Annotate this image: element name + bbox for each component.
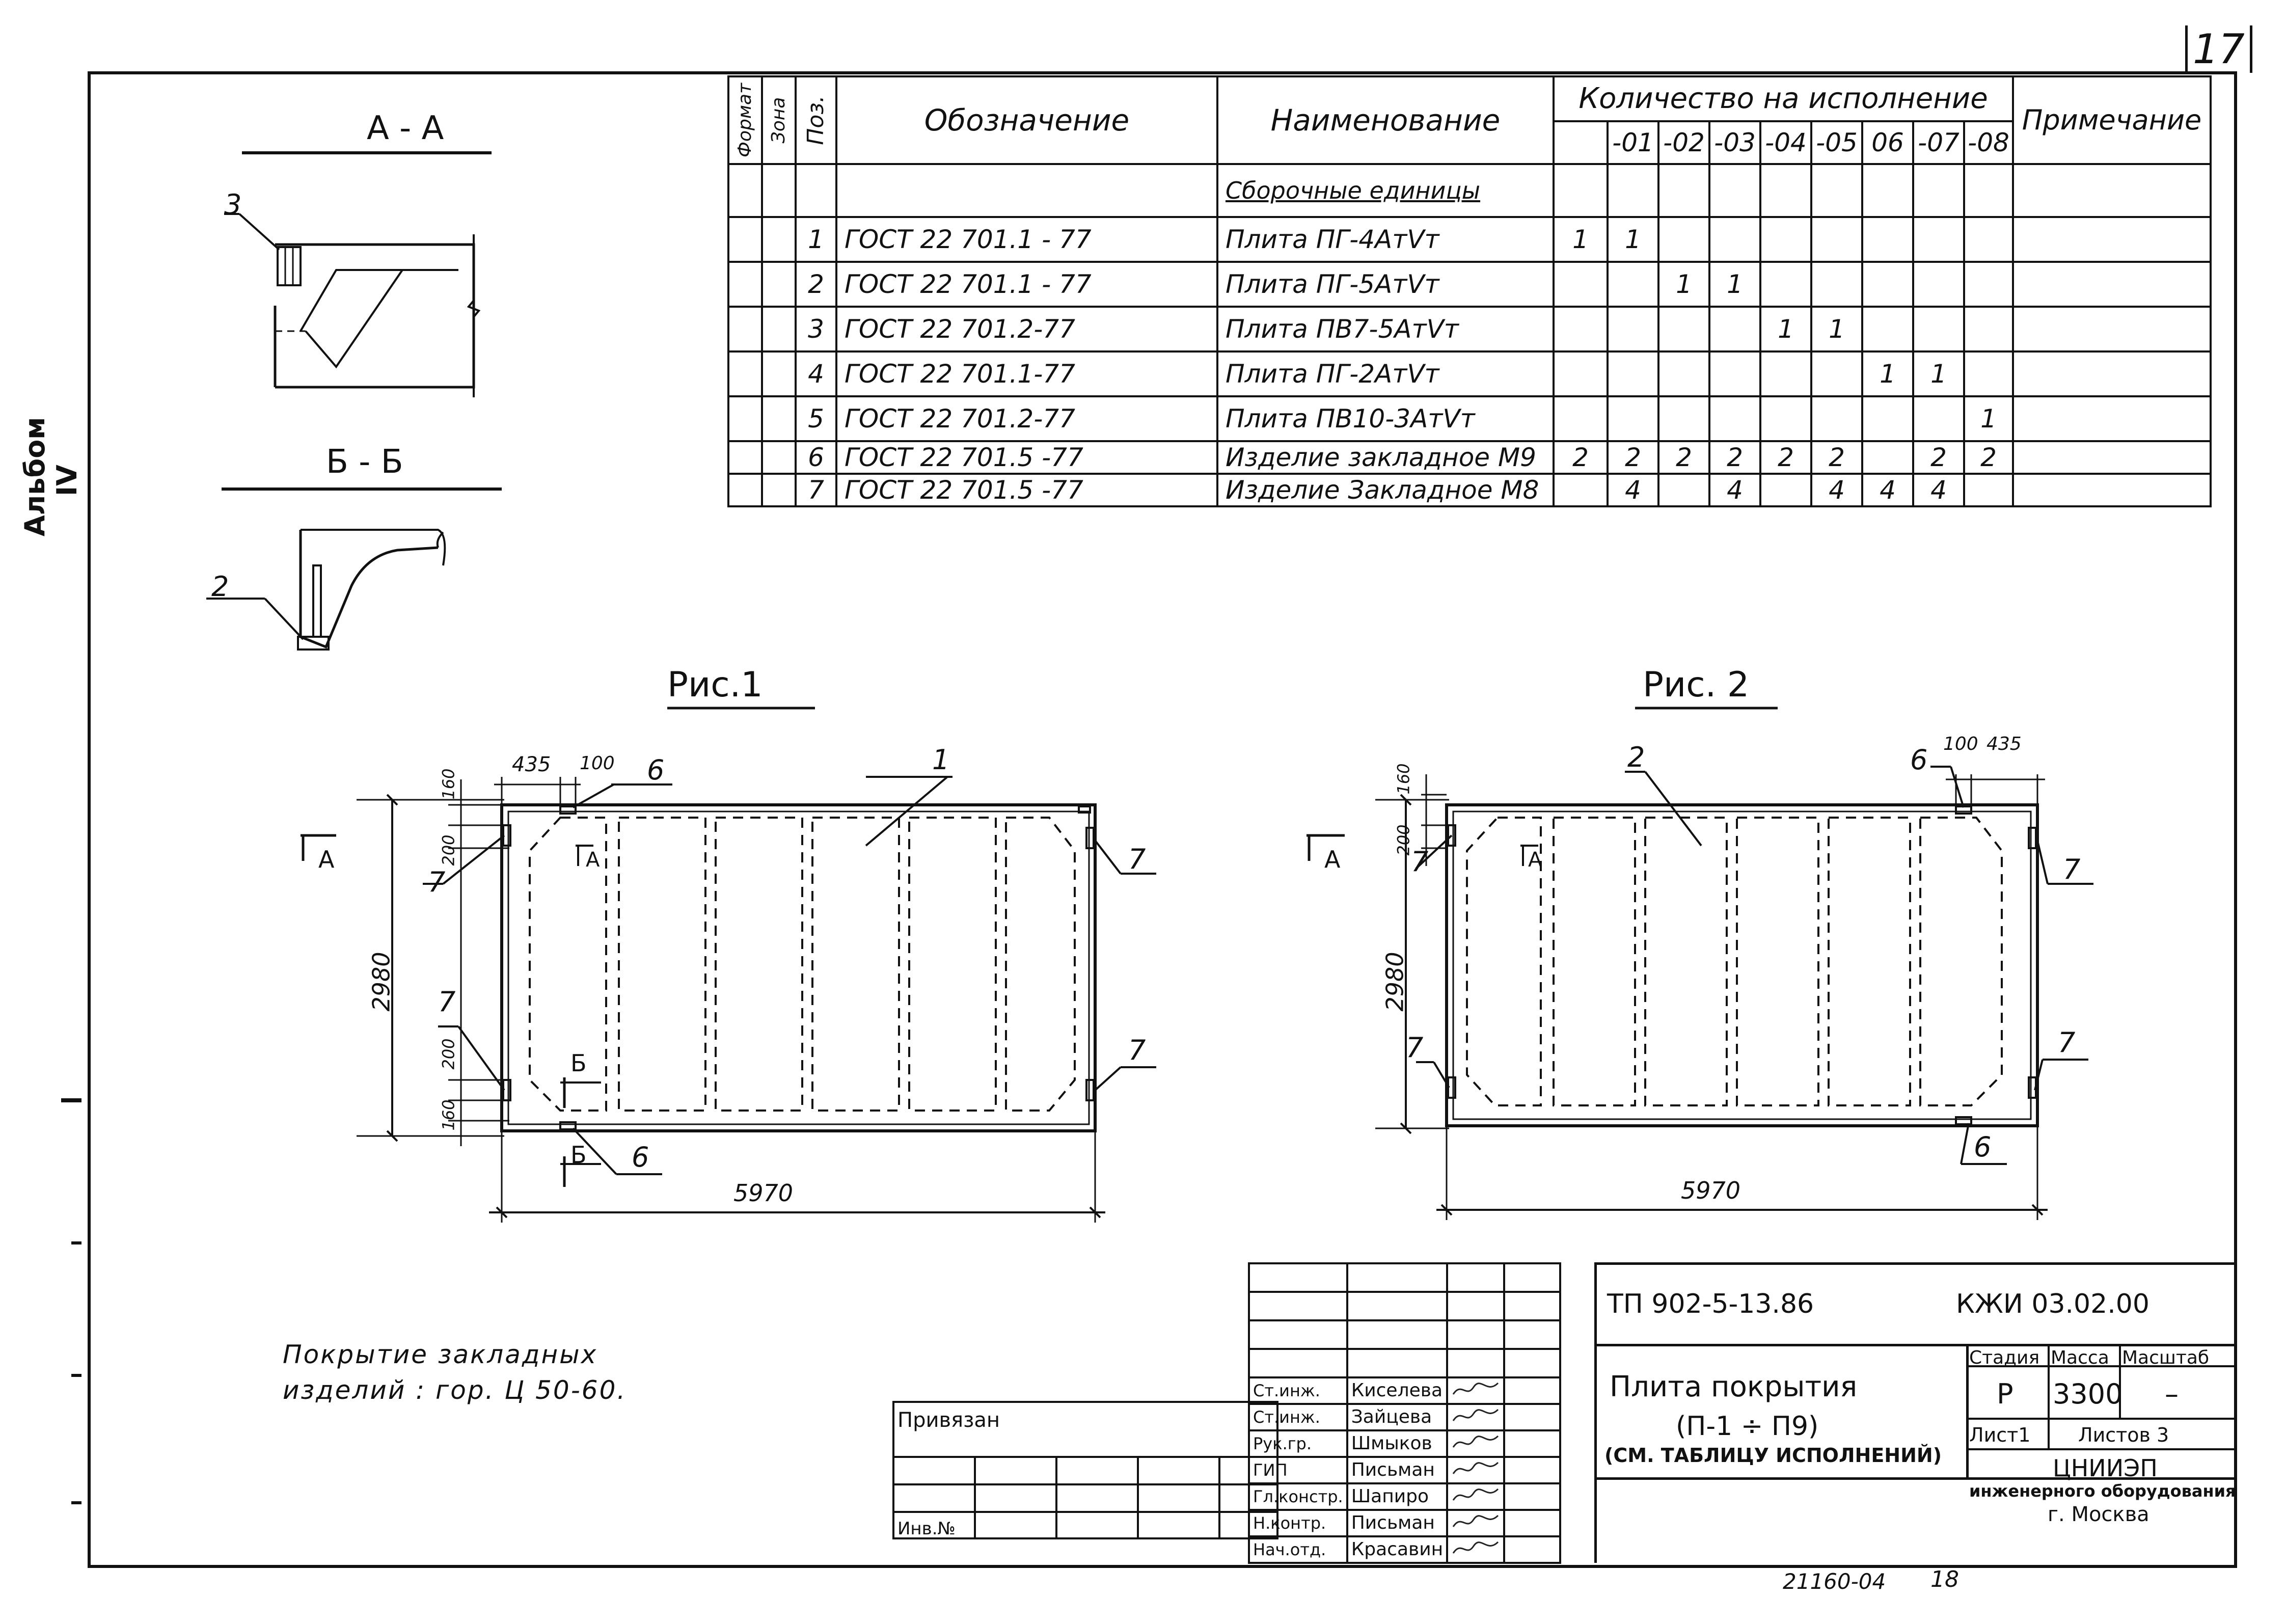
album-label: Альбом IV bbox=[19, 417, 83, 536]
fig1-section-a-left: А bbox=[318, 846, 335, 873]
scale-label: Масштаб bbox=[2122, 1347, 2210, 1368]
header-name: Наименование bbox=[1217, 76, 1554, 164]
staff-signature bbox=[1447, 1510, 1504, 1536]
fig1-dim-435: 435 bbox=[512, 753, 551, 776]
binding-block bbox=[892, 1401, 1278, 1539]
variant-header: -03 bbox=[1709, 121, 1760, 164]
section-aa-callout: 3 bbox=[224, 188, 242, 221]
fig2-title: Рис. 2 bbox=[1643, 665, 1750, 705]
row-designation: ГОСТ 22 701.1-77 bbox=[836, 351, 1217, 396]
org-subtitle: инженерного оборудования bbox=[1969, 1481, 2236, 1501]
header-note: Примечание bbox=[2013, 76, 2211, 164]
drawing-title-line3: (СМ. ТАБЛИЦУ ИСПОЛНЕНИЙ) bbox=[1604, 1444, 1942, 1467]
fig2-label-7-tr: 7 bbox=[2063, 853, 2081, 885]
fig2-dim-100: 100 bbox=[1943, 734, 1978, 754]
row-qty: 1 bbox=[1811, 307, 1862, 351]
row-qty: 4 bbox=[1709, 474, 1760, 506]
fig2-dim-200: 200 bbox=[1394, 824, 1413, 856]
row-name: Плита ПВ7-5АтVт bbox=[1217, 307, 1554, 351]
row-qty: 2 bbox=[1554, 441, 1608, 474]
row-qty: 1 bbox=[1862, 351, 1913, 396]
section-title: Сборочные единицы bbox=[1217, 164, 1554, 217]
fig1-section-a-inner: А bbox=[586, 848, 600, 872]
fig1-section-b-upper: Б bbox=[570, 1049, 587, 1077]
fig1-dim-height: 2980 bbox=[367, 952, 395, 1012]
staff-role: Ст.инж. bbox=[1249, 1377, 1347, 1404]
fig1-dim-160-bottom: 160 bbox=[439, 1099, 458, 1131]
staff-role: Гл.констр. bbox=[1249, 1483, 1347, 1510]
org-city: г. Москва bbox=[2048, 1503, 2149, 1526]
row-designation: ГОСТ 22 701.1 - 77 bbox=[836, 217, 1217, 262]
row-qty: 1 bbox=[1709, 262, 1760, 307]
staff-name: Шапиро bbox=[1347, 1483, 1447, 1510]
staff-role: ГИП bbox=[1249, 1457, 1347, 1483]
fig1-dim-width: 5970 bbox=[733, 1179, 794, 1207]
row-designation: ГОСТ 22 701.2-77 bbox=[836, 307, 1217, 351]
stamp-grid bbox=[1248, 1262, 1561, 1564]
staff-row bbox=[1249, 1404, 1560, 1430]
section-aa-title: А - А bbox=[367, 110, 444, 147]
staff-name: Красавин bbox=[1347, 1536, 1447, 1563]
fig1-dim-160-top: 160 bbox=[439, 768, 458, 800]
row-name: Плита ПВ10-3АтVт bbox=[1217, 396, 1554, 441]
row-qty: 2 bbox=[1913, 441, 1964, 474]
staff-row bbox=[1249, 1457, 1560, 1483]
variant-header: -05 bbox=[1811, 121, 1862, 164]
staff-role: Н.контр. bbox=[1249, 1510, 1347, 1536]
page-number: 17 bbox=[2185, 25, 2252, 73]
fig1-label-6-bottom: 6 bbox=[632, 1141, 649, 1173]
row-qty: 2 bbox=[1608, 441, 1658, 474]
staff-row bbox=[1249, 1430, 1560, 1457]
staff-signature bbox=[1447, 1536, 1504, 1563]
binding-label: Привязан bbox=[893, 1402, 1277, 1457]
staff-name: Письман bbox=[1347, 1457, 1447, 1483]
row-pos: 5 bbox=[796, 396, 836, 441]
fig1-dim-200-bottom: 200 bbox=[439, 1038, 458, 1070]
row-pos: 4 bbox=[796, 351, 836, 396]
row-name: Изделие закладное М9 bbox=[1217, 441, 1554, 474]
row-designation: ГОСТ 22 701.5 -77 bbox=[836, 474, 1217, 506]
row-qty: 2 bbox=[1811, 441, 1862, 474]
staff-signature bbox=[1447, 1377, 1504, 1404]
inventory-label: Инв.№ bbox=[893, 1512, 975, 1538]
row-designation: ГОСТ 22 701.2-77 bbox=[836, 396, 1217, 441]
row-qty: 4 bbox=[1913, 474, 1964, 506]
fig1-label-7-br: 7 bbox=[1128, 1034, 1146, 1066]
row-pos: 1 bbox=[796, 217, 836, 262]
row-designation: ГОСТ 22 701.1 - 77 bbox=[836, 262, 1217, 307]
header-designation: Обозначение bbox=[836, 76, 1217, 164]
row-name: Плита ПГ-5АтVт bbox=[1217, 262, 1554, 307]
fig1-dim-200-top: 200 bbox=[439, 834, 458, 866]
fig1-section-b-lower: Б bbox=[570, 1141, 587, 1169]
fig2-label-7-tl: 7 bbox=[1411, 846, 1429, 878]
row-pos: 3 bbox=[796, 307, 836, 351]
fig1-label-6-top: 6 bbox=[647, 754, 665, 786]
row-qty: 4 bbox=[1811, 474, 1862, 506]
staff-name: Письман bbox=[1347, 1510, 1447, 1536]
project-code: ТП 902-5-13.86 bbox=[1607, 1289, 1814, 1319]
row-qty: 1 bbox=[1658, 262, 1709, 307]
footer-sheet: 18 bbox=[1930, 1566, 1959, 1592]
staff-row bbox=[1249, 1377, 1560, 1404]
drawing-title-line2: (П-1 ÷ П9) bbox=[1676, 1411, 1819, 1442]
stage-label: Стадия bbox=[1969, 1347, 2040, 1368]
document-code: КЖИ 03.02.00 bbox=[1956, 1289, 2149, 1319]
row-qty: 2 bbox=[1964, 441, 2013, 474]
fig1-label-7-bl: 7 bbox=[438, 986, 456, 1018]
variant-header: -01 bbox=[1608, 121, 1658, 164]
row-name: Плита ПГ-4АтVт bbox=[1217, 217, 1554, 262]
staff-role: Нач.отд. bbox=[1249, 1536, 1347, 1563]
staff-signature bbox=[1447, 1430, 1504, 1457]
staff-signature bbox=[1447, 1483, 1504, 1510]
row-qty: 1 bbox=[1964, 396, 2013, 441]
row-pos: 2 bbox=[796, 262, 836, 307]
row-designation: ГОСТ 22 701.5 -77 bbox=[836, 441, 1217, 474]
variant-header: 06 bbox=[1862, 121, 1913, 164]
staff-name: Киселева bbox=[1347, 1377, 1447, 1404]
fig2-label-2: 2 bbox=[1627, 741, 1645, 773]
mass-value: 3300 bbox=[2053, 1378, 2123, 1410]
row-name: Изделие Закладное М8 bbox=[1217, 474, 1554, 506]
stage-value: Р bbox=[1997, 1378, 2013, 1410]
staff-row bbox=[1249, 1510, 1560, 1536]
staff-name: Зайцева bbox=[1347, 1404, 1447, 1430]
scale-value: – bbox=[2165, 1378, 2179, 1410]
row-qty: 4 bbox=[1608, 474, 1658, 506]
staff-role: Ст.инж. bbox=[1249, 1404, 1347, 1430]
fig2-dim-435: 435 bbox=[1986, 734, 2022, 754]
footer-code: 21160-04 bbox=[1783, 1569, 1886, 1594]
fig2-label-7-bl: 7 bbox=[1406, 1032, 1424, 1064]
sheet-number: Лист1 bbox=[1969, 1424, 2031, 1446]
header-format: Формат bbox=[728, 76, 762, 164]
variant-header: -04 bbox=[1760, 121, 1811, 164]
staff-signature bbox=[1447, 1404, 1504, 1430]
header-pos: Поз. bbox=[796, 76, 836, 164]
row-pos: 6 bbox=[796, 441, 836, 474]
variant-header: -07 bbox=[1913, 121, 1964, 164]
variant-header: -02 bbox=[1658, 121, 1709, 164]
drawing-title-line1: Плита покрытия bbox=[1610, 1370, 1858, 1403]
row-pos: 7 bbox=[796, 474, 836, 506]
staff-row bbox=[1249, 1483, 1560, 1510]
header-qty-group: Количество на исполнение bbox=[1554, 76, 2013, 121]
row-qty: 1 bbox=[1760, 307, 1811, 351]
row-qty: 4 bbox=[1862, 474, 1913, 506]
fig1-title: Рис.1 bbox=[667, 665, 763, 705]
staff-row bbox=[1249, 1536, 1560, 1563]
fig1-label-1: 1 bbox=[932, 744, 950, 776]
staff-role: Рук.гр. bbox=[1249, 1430, 1347, 1457]
coating-note-line2: изделий : гор. Ц 50-60. bbox=[283, 1375, 627, 1405]
fig2-section-a-left: А bbox=[1324, 846, 1341, 873]
org-name: ЦНИИЭП bbox=[2053, 1454, 2158, 1482]
fig2-section-a-inner: А bbox=[1528, 848, 1542, 872]
fig1-label-7-tr: 7 bbox=[1128, 843, 1146, 875]
row-qty: 1 bbox=[1608, 217, 1658, 262]
row-qty: 2 bbox=[1760, 441, 1811, 474]
fig2-label-6-bottom: 6 bbox=[1974, 1131, 1992, 1163]
fig2-dim-width: 5970 bbox=[1681, 1177, 1741, 1204]
row-qty: 2 bbox=[1658, 441, 1709, 474]
sheets-total: Листов 3 bbox=[2078, 1424, 2169, 1446]
row-qty: 2 bbox=[1709, 441, 1760, 474]
variant-header: -08 bbox=[1964, 121, 2013, 164]
section-bb-title: Б - Б bbox=[326, 443, 403, 481]
fig2-dim-height: 2980 bbox=[1381, 952, 1409, 1012]
coating-note-line1: Покрытие закладных bbox=[283, 1340, 598, 1369]
row-qty: 1 bbox=[1913, 351, 1964, 396]
header-zone: Зона bbox=[762, 76, 796, 164]
fig2-label-6-top: 6 bbox=[1910, 744, 1928, 776]
fig2-dim-160: 160 bbox=[1394, 763, 1413, 795]
fig1-label-7-tl: 7 bbox=[428, 866, 446, 898]
staff-signature bbox=[1447, 1457, 1504, 1483]
row-qty: 1 bbox=[1554, 217, 1608, 262]
staff-name: Шмыков bbox=[1347, 1430, 1447, 1457]
fig2-label-7-br: 7 bbox=[2058, 1026, 2076, 1059]
fig1-dim-100: 100 bbox=[580, 753, 615, 774]
section-bb-callout: 2 bbox=[211, 571, 229, 603]
mass-label: Масса bbox=[2051, 1347, 2109, 1368]
row-name: Плита ПГ-2АтVт bbox=[1217, 351, 1554, 396]
